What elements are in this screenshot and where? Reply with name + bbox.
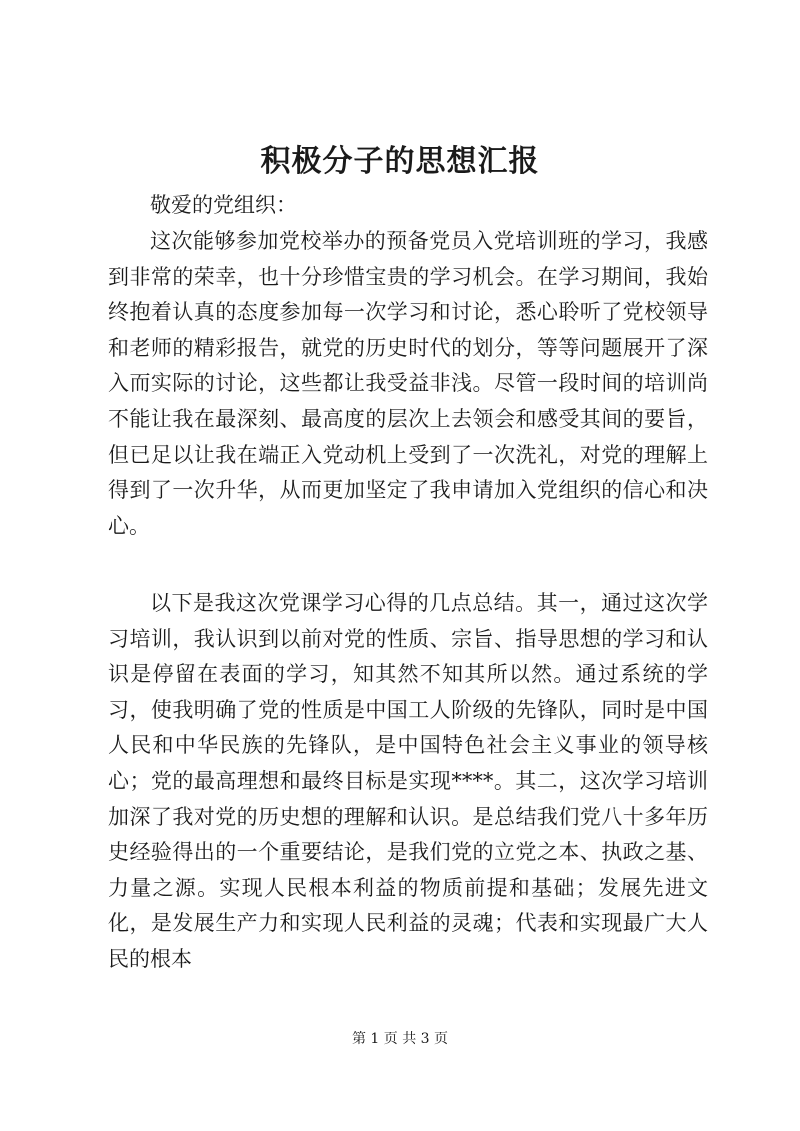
paragraph-2: 以下是我这次党课学习心得的几点总结。其一，通过这次学习培训，我认识到以前对党的性质、宗旨、指导思想的学习和认识是停留在表面的学习，知其然不知其所以然。通过系统的学习，使我明确了党的性质是中国工人阶级的先锋队，同时是中国人民和中华民族的先锋队，是中国特色社会主义事业的领导核心；党的最高理想和最终目标是实现****。其二，这次学习培训加深了我对党的历史想的理解和认识。是总结我们党八十多年历史经验得出的一个重要结论，是我们党的立党之本、执政之基、力量之源。实现人民根本利益的物质前提和基础；发展先进文化，是发展生产力和实现人民利益的灵魂；代表和实现最广大人民的根本	[108, 591, 708, 971]
page-footer: 第 1 页 共 3 页	[351, 1031, 449, 1047]
salutation: 敬爱的党组织：	[150, 193, 297, 217]
page-title: 积极分子的思想汇报	[260, 144, 540, 179]
paragraph-1: 这次能够参加党校举办的预备党员入党培训班的学习，我感到非常的荣幸，也十分珍惜宝贵的学习机会。在学习期间，我始终抱着认真的态度参加每一次学习和讨论，悉心聆听了党校领导和老师的精彩报告，就党的历史时代的划分，等等问题展开了深入而实际的讨论，这些都让我受益非浅。尽管一段时间的培训尚不能让我在最深刻、最高度的层次上去领会和感受其间的要旨，但已足以让我在端正入党动机上受到了一次洗礼，对党的理解上得到了一次升华，从而更加坚定了我申请加入党组织的信心和决心。	[108, 229, 708, 538]
